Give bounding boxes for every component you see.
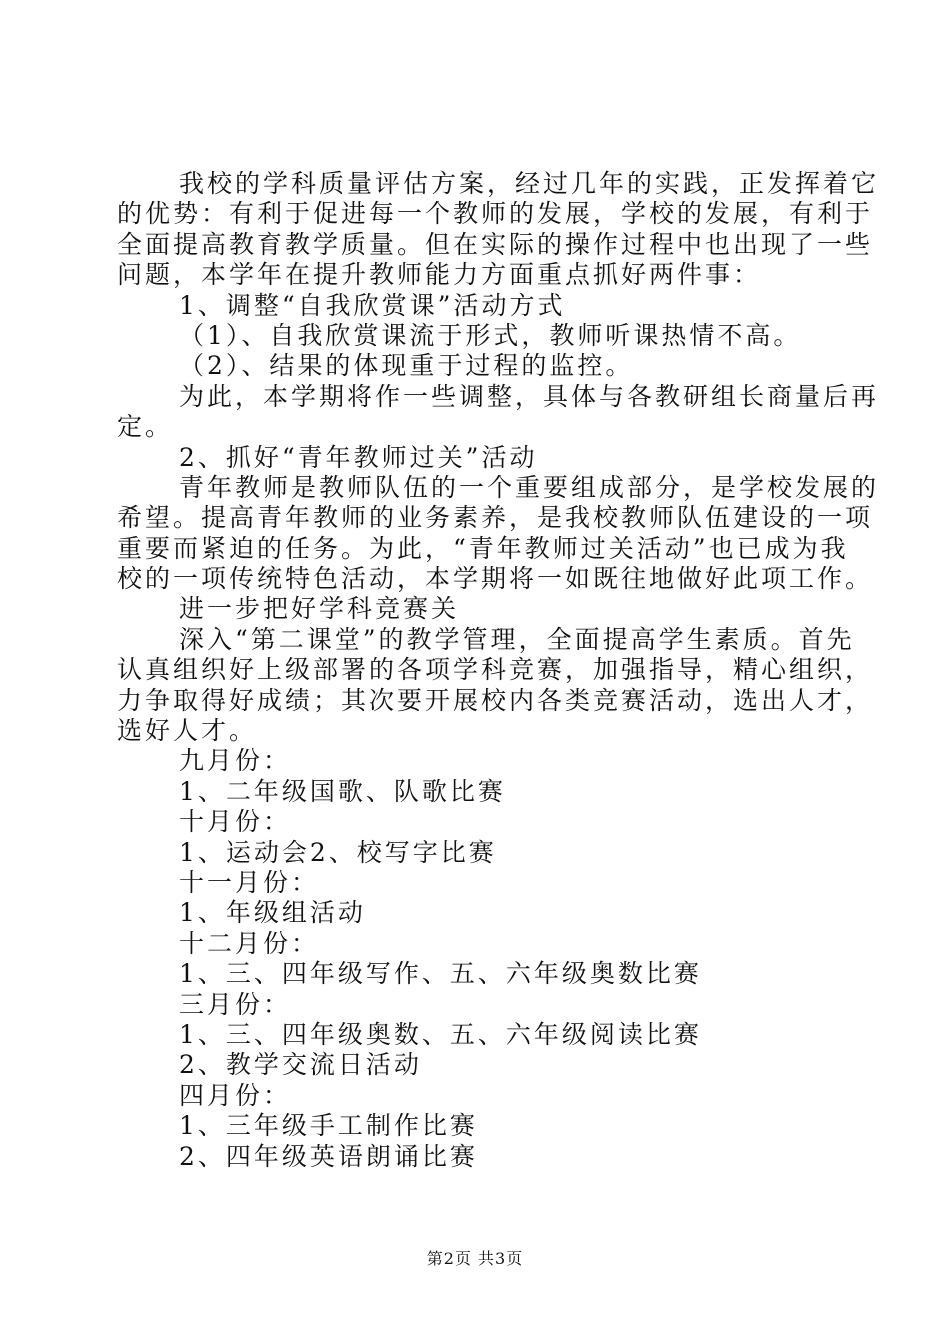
text-line: 三月份： bbox=[179, 989, 292, 1019]
text-line: 认真组织好上级部署的各项学科竞赛，加强指导，精心组织， bbox=[117, 655, 874, 685]
text-line: （1）、自我欣赏课流于形式，教师听课热情不高。 bbox=[179, 320, 802, 350]
text-line: 青年教师是教师队伍的一个重要组成部分，是学校发展的 bbox=[179, 472, 880, 502]
text-line: 2、教学交流日活动 bbox=[179, 1050, 422, 1080]
document-body bbox=[117, 169, 880, 1172]
text-line: 十二月份： bbox=[179, 928, 320, 958]
text-line: 1、三、四年级奥数、五、六年级阅读比赛 bbox=[179, 1019, 702, 1049]
text-line: 1、二年级国歌、队歌比赛 bbox=[179, 776, 506, 806]
text-line: 四月份： bbox=[179, 1080, 292, 1110]
text-line: 1、年级组活动 bbox=[179, 898, 366, 928]
page-footer: 第2页 共3页 bbox=[426, 1249, 524, 1268]
text-line: 进一步把好学科竞赛关 bbox=[179, 594, 460, 624]
text-line: 十月份： bbox=[179, 807, 292, 837]
text-line: 1、运动会2、校写字比赛 bbox=[179, 837, 497, 867]
text-line: 问题，本学年在提升教师能力方面重点抓好两件事： bbox=[117, 260, 762, 290]
text-line: 1、三、四年级写作、五、六年级奥数比赛 bbox=[179, 959, 702, 989]
text-line: 九月份： bbox=[179, 746, 292, 776]
text-line: 选好人才。 bbox=[117, 716, 258, 746]
text-line: 校的一项传统特色活动，本学期将一如既往地做好此项工作。 bbox=[117, 564, 874, 594]
text-line: 力争取得好成绩；其次要开展校内各类竞赛活动，选出人才， bbox=[117, 685, 874, 715]
text-line: 为此，本学期将作一些调整，具体与各教研组长商量后再 bbox=[179, 381, 880, 411]
text-line: （2）、结果的体现重于过程的监控。 bbox=[179, 351, 634, 381]
text-line: 希望。提高青年教师的业务素养，是我校教师队伍建设的一项 bbox=[117, 503, 874, 533]
text-line: 重要而紧迫的任务。为此，“青年教师过关活动”也已成为我 bbox=[117, 533, 849, 563]
text-line: 1、三年级手工制作比赛 bbox=[179, 1111, 478, 1141]
text-line: 2、四年级英语朗诵比赛 bbox=[179, 1141, 478, 1171]
text-line: 定。 bbox=[117, 412, 174, 442]
text-line: 2、抓好“青年教师过关”活动 bbox=[179, 442, 538, 472]
text-line: 我校的学科质量评估方案，经过几年的实践，正发挥着它 bbox=[179, 169, 880, 198]
text-line: 1、调整“自我欣赏课”活动方式 bbox=[179, 290, 566, 320]
text-line: 的优势：有利于促进每一个教师的发展，学校的发展，有利于 bbox=[117, 199, 874, 229]
text-line: 深入“第二课堂”的教学管理，全面提高学生素质。首先 bbox=[179, 624, 855, 654]
text-line: 十一月份： bbox=[179, 867, 320, 897]
text-line: 全面提高教育教学质量。但在实际的操作过程中也出现了一些 bbox=[117, 229, 874, 259]
